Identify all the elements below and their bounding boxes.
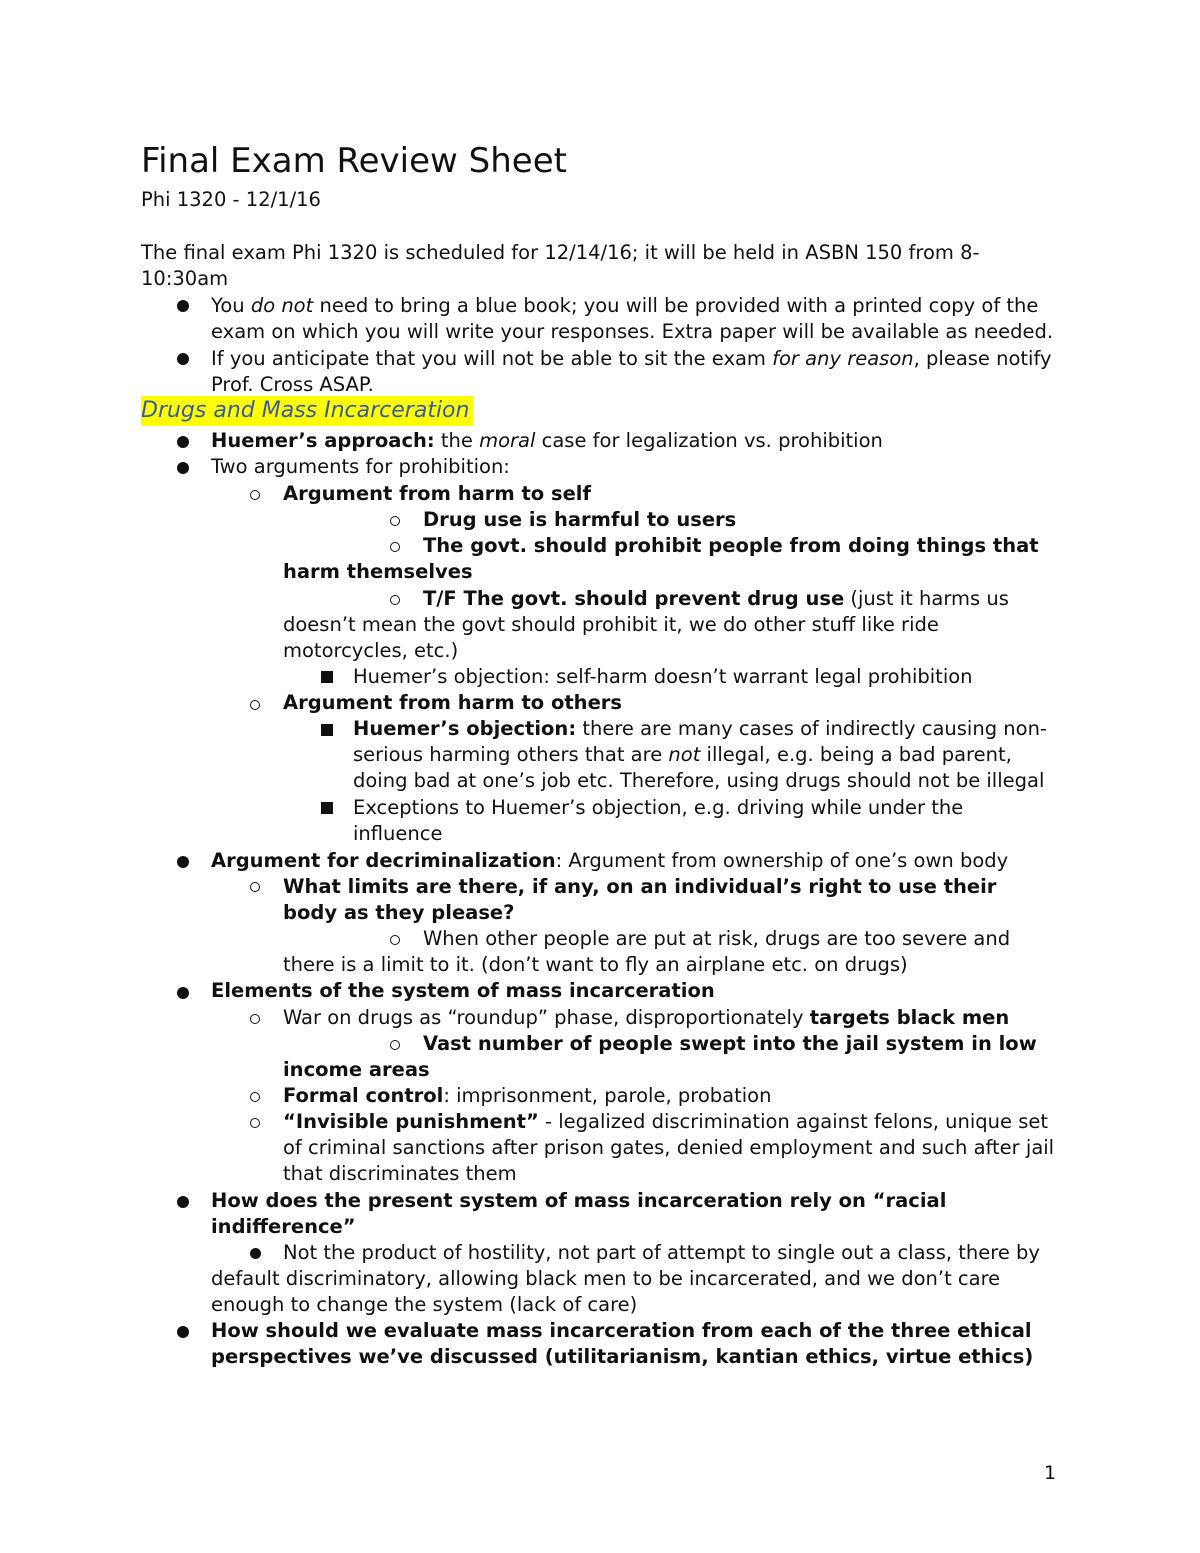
list-item: Not the product of hostility, not part of attempt to single out a class, there by: [283, 1241, 1040, 1264]
list-item-cont: influence: [353, 822, 443, 845]
list-item: How does the present system of mass incarceration rely on “racial: [211, 1189, 947, 1212]
list-item-cont: of criminal sanctions after prison gates, denied employment and such after jail: [283, 1136, 1055, 1159]
list-item-cont: income areas: [283, 1058, 430, 1081]
bullet-icon: [177, 987, 189, 999]
text: need to bring a blue book; you will be provided with a printed copy of the: [313, 294, 1039, 317]
text: illegal, e.g. being a bad parent,: [700, 743, 1012, 766]
circle-bullet-icon: [250, 882, 260, 892]
list-item: The govt. should prohibit people from doing things that: [423, 534, 1039, 557]
text: War on drugs as “roundup” phase, disproportionately: [283, 1006, 810, 1029]
list-item: [211, 848, 1008, 874]
text: serious harming others that are: [353, 743, 669, 766]
page-number: 1: [1044, 1462, 1057, 1484]
list-item-cont: that discriminates them: [283, 1162, 517, 1185]
list-item-cont: enough to change the system (lack of care): [211, 1293, 638, 1316]
text: the: [434, 429, 480, 452]
intro-bullet-cont: Prof. Cross ASAP.: [211, 373, 374, 396]
bullet-icon: [177, 856, 189, 868]
bold-text: Formal control: [283, 1084, 444, 1107]
text: (just it harms us: [844, 587, 1009, 610]
page-title: Final Exam Review Sheet: [141, 141, 567, 181]
circle-bullet-icon: [250, 1118, 260, 1128]
list-item: [283, 1109, 1048, 1135]
emphasis: for any reason: [772, 347, 914, 370]
circle-bullet-icon: [390, 1040, 400, 1050]
intro-line: 10:30am: [141, 267, 229, 290]
bullet-icon: [177, 1196, 189, 1208]
list-item-cont: motorcycles, etc.): [283, 639, 459, 662]
list-item: What limits are there, if any, on an individual’s right to use their: [283, 875, 997, 898]
circle-bullet-icon: [250, 1014, 260, 1024]
list-item-cont: there is a limit to it. (don’t want to fly an airplane etc. on drugs): [283, 953, 908, 976]
circle-bullet-icon: [390, 516, 400, 526]
list-item: Drug use is harmful to users: [423, 508, 737, 531]
list-item-cont: doing bad at one’s job etc. Therefore, using drugs should not be illegal: [353, 769, 1045, 792]
circle-bullet-icon: [390, 595, 400, 605]
circle-bullet-icon: [390, 542, 400, 552]
bullet-icon: [250, 1248, 261, 1259]
list-item: [353, 716, 1047, 742]
list-item-cont: perspectives we’ve discussed (utilitarianism, kantian ethics, virtue ethics): [211, 1345, 1034, 1368]
text: there are many cases of indirectly causing non-: [576, 717, 1047, 740]
bullet-icon: [177, 436, 189, 448]
list-item: [211, 428, 883, 454]
bold-text: targets black men: [809, 1006, 1010, 1029]
list-item: Elements of the system of mass incarceration: [211, 979, 715, 1002]
section-heading: Drugs and Mass Incarceration: [141, 396, 473, 426]
intro-line: The final exam Phi 1320 is scheduled for 12/14/16; it will be held in ASBN 150 from 8-: [141, 241, 980, 264]
bullet-icon: [177, 353, 189, 365]
intro-bullet-cont: exam on which you will write your responses. Extra paper will be available as needed.: [211, 320, 1054, 343]
intro-bullet: [211, 346, 1052, 372]
circle-bullet-icon: [250, 490, 260, 500]
circle-bullet-icon: [250, 700, 260, 710]
list-item-cont: [353, 742, 1012, 768]
circle-bullet-icon: [250, 1092, 260, 1102]
square-bullet-icon: [321, 802, 333, 814]
square-bullet-icon: [321, 671, 333, 683]
bold-text: Huemer’s objection:: [353, 717, 577, 740]
bold-text: Argument for decriminalization: [211, 849, 556, 872]
list-item-cont: doesn’t mean the govt should prohibit it, we do other stuff like ride: [283, 613, 939, 636]
square-bullet-icon: [321, 724, 333, 736]
course-date: Phi 1320 - 12/1/16: [141, 188, 321, 211]
bullet-icon: [177, 462, 189, 474]
list-item: Huemer’s objection: self-harm doesn’t warrant legal prohibition: [353, 665, 973, 688]
list-item: Exceptions to Huemer’s objection, e.g. driving while under the: [353, 796, 964, 819]
emphasis: do not: [250, 294, 314, 317]
text: If you anticipate that you will not be able to sit the exam: [211, 347, 773, 370]
list-item: Two arguments for prohibition:: [211, 455, 510, 478]
list-item-cont: indifference”: [211, 1215, 356, 1238]
bullet-icon: [177, 1326, 189, 1338]
list-item: [283, 1005, 1009, 1031]
text: case for legalization vs. prohibition: [535, 429, 883, 452]
list-item-cont: harm themselves: [283, 560, 473, 583]
bold-text: T/F The govt. should prevent drug use: [423, 587, 845, 610]
text: You: [211, 294, 251, 317]
list-item-cont: default discriminatory, allowing black men to be incarcerated, and we don’t care: [211, 1267, 1001, 1290]
list-item: Vast number of people swept into the jail system in low: [423, 1032, 1037, 1055]
text: - legalized discrimination against felons, unique set: [538, 1110, 1049, 1133]
intro-bullet: [211, 293, 1038, 319]
list-item: [283, 1083, 771, 1109]
emphasis: not: [668, 743, 701, 766]
text: : Argument from ownership of one’s own body: [555, 849, 1009, 872]
list-item: Argument from harm to others: [283, 691, 623, 714]
text: , please notify: [913, 347, 1052, 370]
emphasis: moral: [479, 429, 536, 452]
list-item: [423, 586, 1009, 612]
bullet-icon: [177, 300, 189, 312]
list-item: How should we evaluate mass incarceration from each of the three ethical: [211, 1319, 1032, 1342]
bold-text: Huemer’s approach:: [211, 429, 435, 452]
list-item: When other people are put at risk, drugs are too severe and: [423, 927, 1011, 950]
list-item-cont: body as they please?: [283, 901, 515, 924]
list-item: Argument from harm to self: [283, 482, 591, 505]
circle-bullet-icon: [390, 935, 400, 945]
text: : imprisonment, parole, probation: [443, 1084, 772, 1107]
bold-text: “Invisible punishment”: [283, 1110, 539, 1133]
